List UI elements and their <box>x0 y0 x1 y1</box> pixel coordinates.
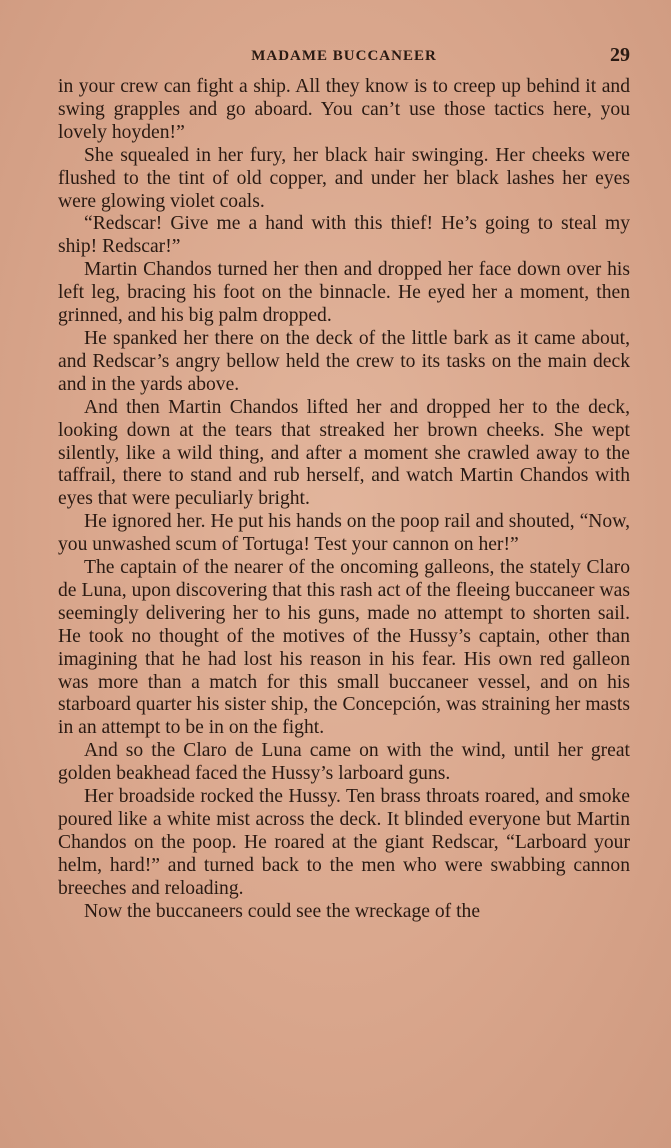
page-number: 29 <box>610 44 630 66</box>
paragraph: And then Martin Chandos lifted her and dropped her to the deck, looking down at the tears that streaked her brown cheeks. She wept silently, like a wild thing, and after a moment she crawled away to the taffrail, there to stand and rub herself, and watch Martin Chandos with eyes that were peculiarly bright. <box>58 396 630 510</box>
paragraph: The captain of the nearer of the oncoming galleons, the stately Claro de Luna, upon discovering that this rash act of the fleeing buccaneer was seemingly delivering her to his guns, made no attempt to shorten sail. He took no thought of the motives of the Hussy’s captain, other than imagining that he had lost his reason in his fear. His own red galleon was more than a match for this small buccaneer vessel, and on his starboard quarter his sister ship, the Concepción, was straining her masts in an attempt to be in on the fight. <box>58 557 630 739</box>
paragraph: He ignored her. He put his hands on the poop rail and shouted, “Now, you unwashed scum of Tortuga! Test your cannon on her!” <box>58 511 630 556</box>
body-text <box>58 76 630 924</box>
paragraph: Her broadside rocked the Hussy. Ten brass throats roared, and smoke poured like a white mist across the deck. It blinded everyone but Martin Chandos on the poop. He roared at the giant Redscar, “Larboard your helm, hard!” and turned back to the men who were swabbing cannon breeches and reloading. <box>58 786 630 899</box>
paragraph: He spanked her there on the deck of the little bark as it came about, and Redscar’s angry bellow held the crew to its tasks on the main deck and in the yards above. <box>58 327 630 395</box>
paragraph: She squealed in her fury, her black hair swinging. Her cheeks were flushed to the tint of old copper, and under her black lashes her eyes were glowing violet coals. <box>58 144 630 212</box>
paragraph: Now the buccaneers could see the wreckage of the <box>84 900 481 922</box>
paragraph: And so the Claro de Luna came on with the wind, until her great golden beakhead faced the Hussy’s larboard guns. <box>58 740 630 785</box>
paragraph: “Redscar! Give me a hand with this thief! He’s going to steal my ship! Redscar!” <box>58 213 630 258</box>
paragraph: Martin Chandos turned her then and dropped her face down over his left leg, bracing his foot on the binnacle. He eyed her a moment, then grinned, and his big palm dropped. <box>58 259 630 327</box>
running-header <box>58 42 630 76</box>
paragraph: in your crew can fight a ship. All they know is to creep up behind it and swing grapples and go aboard. You can’t use those tactics here, you lovely hoyden!” <box>58 76 630 143</box>
running-title: MADAME BUCCANEER <box>251 48 437 64</box>
book-page <box>58 42 630 924</box>
